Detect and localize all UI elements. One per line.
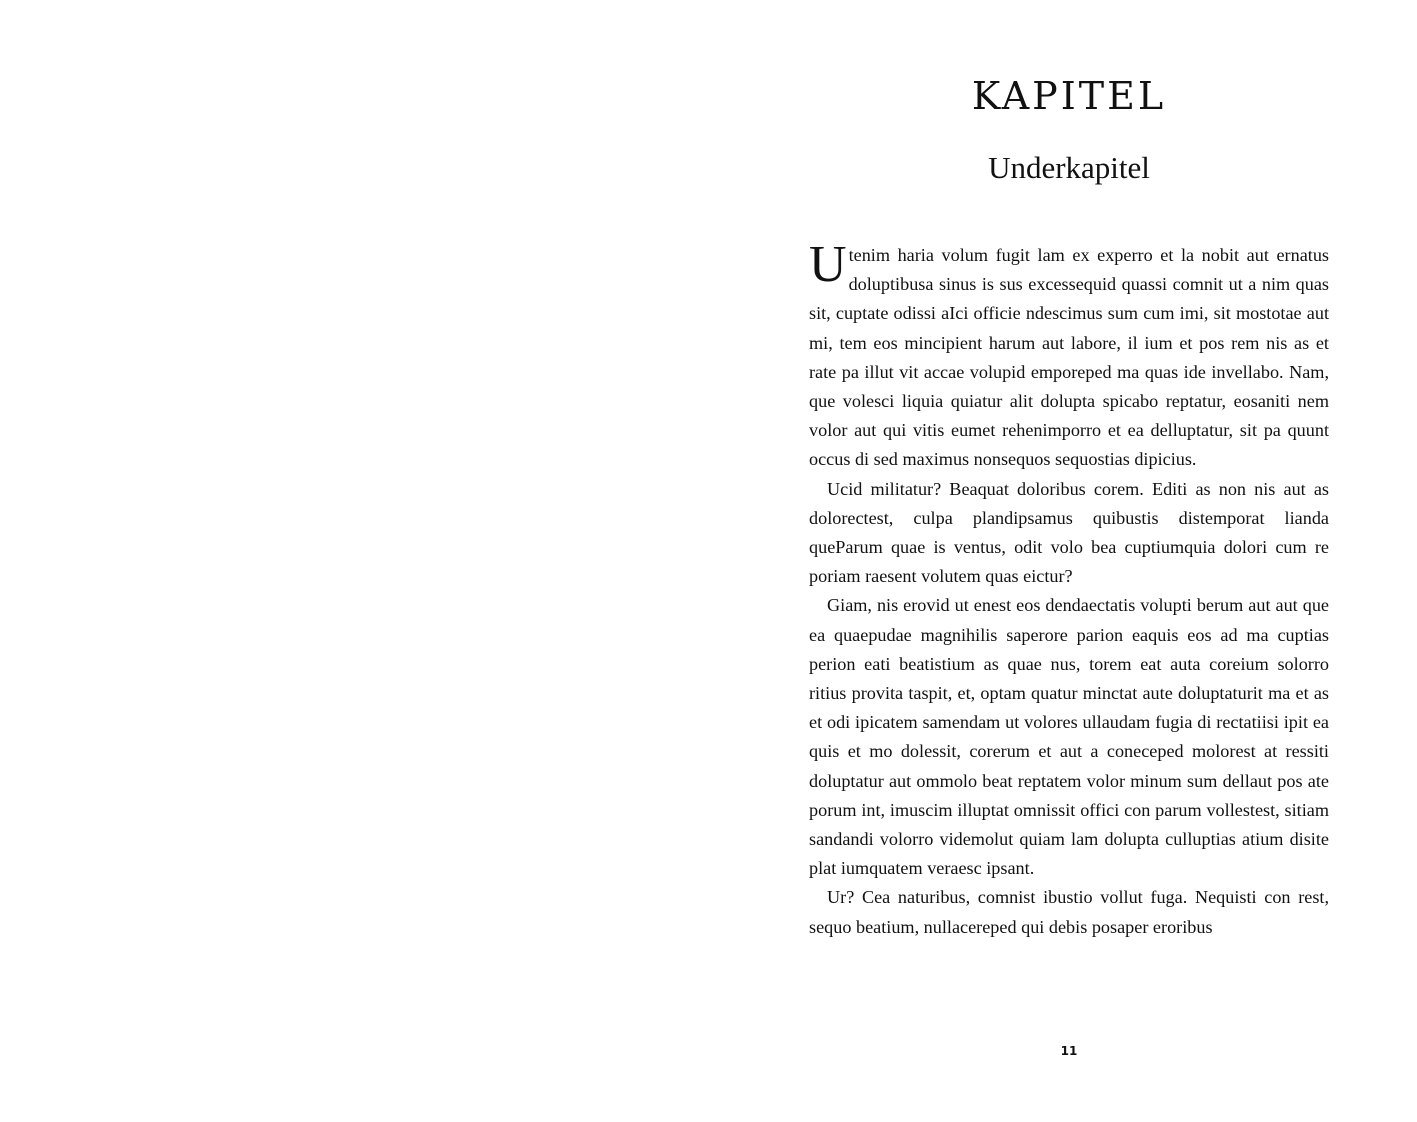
chapter-title: KAPITEL <box>971 74 1167 118</box>
paragraph-3: Giam, nis erovid ut enest eos dendaectatis volupti berum aut aut que ea quaepudae magnihilis saperore parion eaquis eos ad ma cuptias perion eati beatistium as quae nus, torem eat auta coreium solorro ritius provita taspit, et, optam quatur minctat aute doluptaturit ma et as et odi ipicatem samendam ut volores ullaudam fugia di rectatiisi ipit ea quis et mo dolessit, corerum et aut a coneceped molorest at ressiti doluptatur aut ommolo beat reptatem volor minum sum dellaut pos ate porum int, imuscim illuptat omnissit offici con parum vollestest, sitiam sandandi volorro videmolut quiam lam dolupta culluptias atium disite plat iumquatem veraesc ipsant. <box>809 595 1329 879</box>
body-text <box>809 236 1329 942</box>
chapter-subtitle: Underkapitel <box>988 150 1150 185</box>
paragraph-1 <box>809 236 1329 475</box>
page-number: 11 <box>1060 1044 1078 1058</box>
left-page-blank <box>0 0 708 1122</box>
paragraph-4: Ur? Cea naturibus, comnist ibustio vollut fuga. Nequisti con rest, sequo beatium, nullacereped qui debis posaper eroribus <box>809 887 1329 937</box>
paragraph-1-text: tenim haria volum fugit lam ex experro et la nobit aut ernatus doluptibusa sinus is sus excessequid quassi comnit ut a nim quas sit, cuptate odissi aIci officie ndescimus sum cum imi, sit mostotae aut mi, tem eos mincipient harum aut labore, il ium et pos rem nis as et rate pa illut vit accae volupid emporeped ma quas ide invellabo. Nam, que volesci liquia quiatur alit dolupta spicabo reptatur, eosaniti nem volor aut qui vitis eumet rehenimporro et ea delluptatur, sit pa quunt occus di sed maximus nonsequos sequostias dipicius. <box>809 245 1329 470</box>
drop-cap: U <box>809 236 847 293</box>
right-page <box>709 0 1417 1122</box>
paragraph-2: Ucid militatur? Beaquat doloribus corem. Editi as non nis aut as dolorectest, culpa plandipsamus quibustis distemporat lianda queParum quae is ventus, odit volo bea cuptiumquia dolori cum re poriam raesent volutem quas eictur? <box>809 478 1329 587</box>
